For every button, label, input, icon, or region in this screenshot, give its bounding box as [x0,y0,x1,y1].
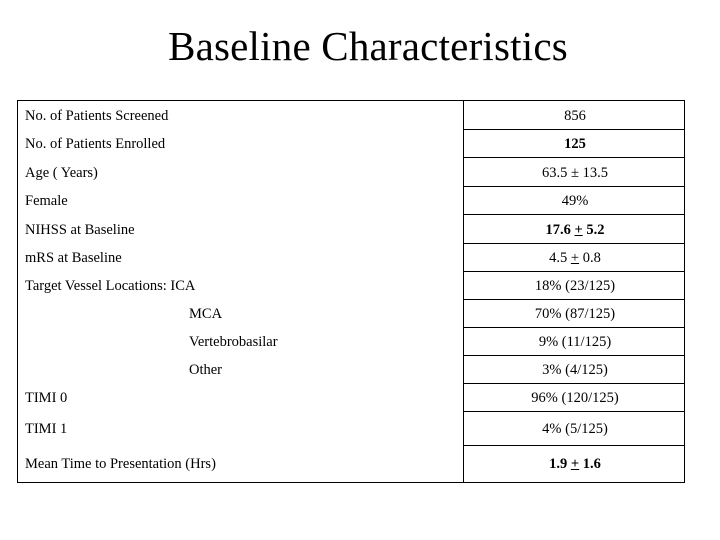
row-value-mrs [465,249,685,267]
row-label-vessel-ica: Target Vessel Locations: ICA [25,278,196,294]
row-divider [463,157,685,158]
value-sd: 0.8 [582,250,601,266]
value-sd: 1.6 [582,456,601,472]
row-label-mca: MCA [189,306,223,322]
row-value-mca: 70% (87/125) [534,306,616,322]
row-value-screened: 856 [564,108,586,124]
row-label-timi0: TIMI 0 [25,390,68,406]
row-divider [463,299,685,300]
plus-minus-sign: + [570,250,580,266]
value-mean: 4.5 [549,250,568,266]
value-sd: 5.2 [586,222,605,238]
value-mean: 17.6 [545,222,571,238]
row-label-other: Other [189,362,223,378]
row-value-vessel-ica: 18% (23/125) [534,278,616,294]
row-value-timi1: 4% (5/125) [542,421,608,437]
row-divider [463,186,685,187]
row-value-other: 3% (4/125) [542,362,608,378]
row-label-vertebrobasilar: Vertebrobasilar [189,334,278,350]
row-label-female: Female [25,193,68,209]
row-divider [463,445,685,446]
row-divider [463,271,685,272]
value-mean: 1.9 [549,456,568,472]
row-value-vertebrobasilar: 9% (11/125) [538,334,612,350]
row-value-nihss [465,221,685,239]
row-label-mrs: mRS at Baseline [25,250,122,266]
row-value-female: 49% [561,193,589,209]
row-value-mean-time [465,455,685,473]
row-divider [463,355,685,356]
row-label-timi1: TIMI 1 [25,421,68,437]
row-divider [463,383,685,384]
row-label-nihss: NIHSS at Baseline [25,222,135,238]
row-divider [463,411,685,412]
row-divider [463,214,685,215]
row-value-age: 63.5 ± 13.5 [542,165,608,181]
plus-minus-sign: + [570,456,580,472]
row-label-screened: No. of Patients Screened [25,108,169,124]
row-label-enrolled: No. of Patients Enrolled [25,136,166,152]
row-value-enrolled: 125 [564,136,586,152]
page-title: Baseline Characteristics [168,23,568,69]
row-label-mean-time: Mean Time to Presentation (Hrs) [25,456,216,472]
row-divider [463,327,685,328]
plus-minus-sign: + [574,222,583,238]
row-divider [463,243,685,244]
row-label-age: Age ( Years) [25,165,98,181]
row-divider [463,129,685,130]
row-value-timi0: 96% (120/125) [531,390,619,406]
